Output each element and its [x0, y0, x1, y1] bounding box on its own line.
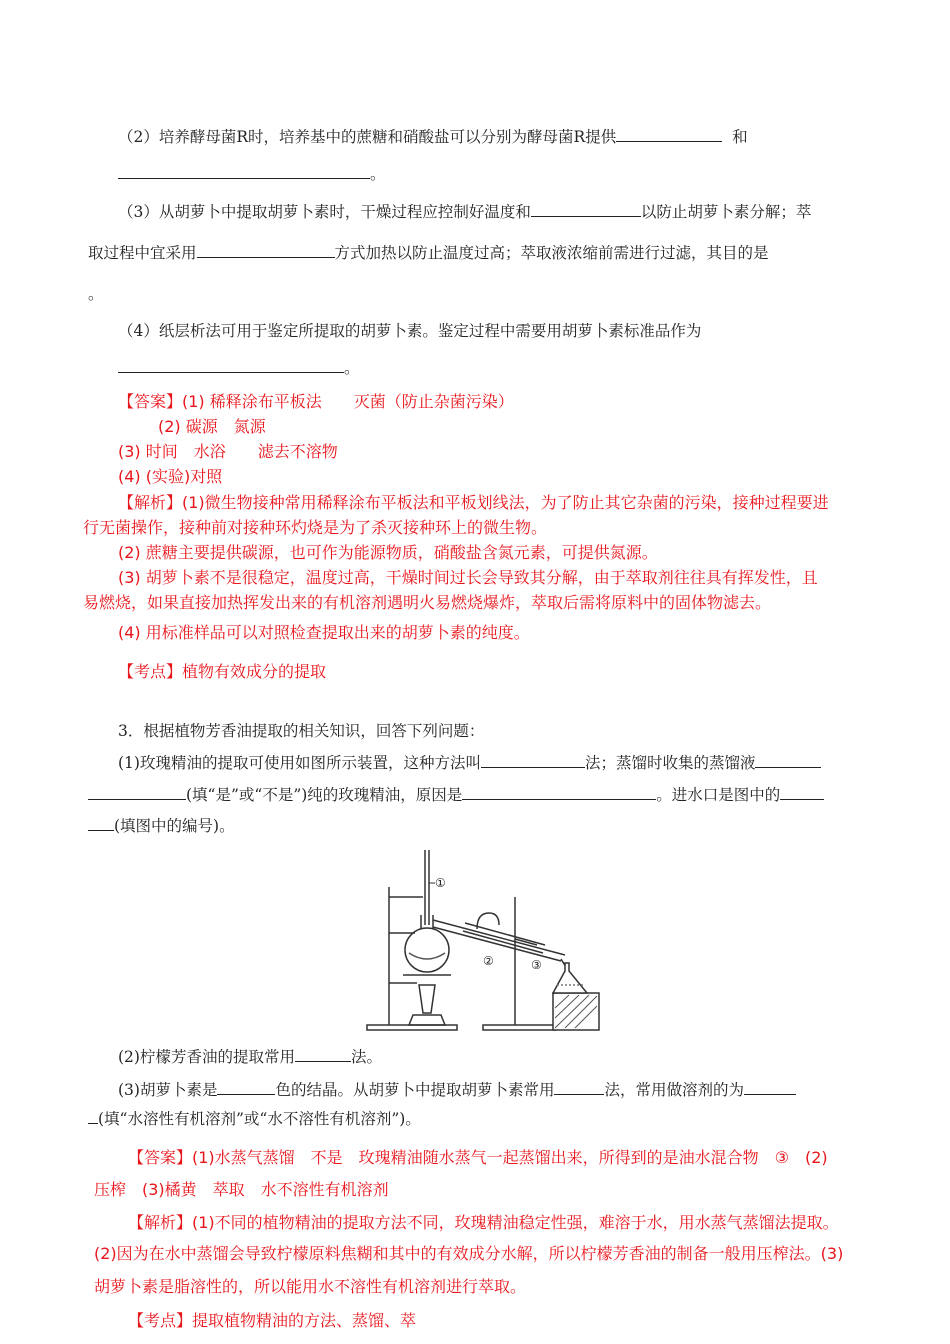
q3-part2: (2)柠檬芳香油的提取常用 法。 [118, 1048, 382, 1066]
q2-key-point: 【考点】植物有效成分的提取 [118, 662, 327, 681]
q3-analysis-line3: 胡萝卜素是脂溶性的，所以能用水不溶性有机溶剂进行萃取。 [94, 1277, 527, 1296]
answer-blank[interactable] [88, 1108, 98, 1124]
q2-analysis-line2: 行无菌操作，接种前对接种环灼烧是为了杀灭接种环上的微生物。 [83, 518, 548, 537]
answer-blank[interactable] [780, 784, 824, 800]
distillation-apparatus-figure [365, 845, 605, 1035]
q2-answer-line3: (3) 时间 水浴 滤去不溶物 [118, 442, 338, 461]
answer-blank[interactable] [118, 163, 370, 179]
answer-blank[interactable] [88, 815, 114, 831]
label-3: ③ [531, 958, 542, 972]
label-2: ② [483, 954, 494, 968]
answer-blank[interactable] [197, 242, 335, 258]
q3-answer-line2: 压榨 (3)橘黄 萃取 水不溶性有机溶剂 [94, 1180, 389, 1199]
q2-answer-line1: 【答案】(1) 稀释涂布平板法 灭菌（防止杂菌污染） [118, 392, 514, 411]
q3-part3-line2: (填“水溶性有机溶剂”或“水不溶性有机溶剂”)。 [88, 1108, 421, 1130]
q3-part3-line1: (3)胡萝卜素是 色的结晶。从胡萝卜中提取胡萝卜素常用 法，常用做溶剂的为 [118, 1079, 796, 1101]
q3-part1-line2: (填“是”或“不是”)纯的玫瑰精油，原因是 。进水口是图中的 [88, 784, 824, 806]
answer-blank[interactable] [554, 1079, 604, 1095]
answer-blank[interactable] [616, 126, 722, 142]
q2-part4-line1: （4）纸层析法可用于鉴定所提取的胡萝卜素。鉴定过程中需要用胡萝卜素标准品作为 [118, 322, 702, 340]
q2-part3-line3: 。 [88, 285, 104, 303]
q2-answer-line2: (2) 碳源 氮源 [158, 417, 266, 436]
q2-part3-line1: （3）从胡萝卜中提取胡萝卜素时，干燥过程应控制好温度和 以防止胡萝卜素分解；萃 [118, 203, 812, 221]
q3-key-point: 【考点】提取植物精油的方法、蒸馏、萃 [128, 1311, 417, 1330]
q3-answer-line1: 【答案】(1)水蒸气蒸馏 不是 玫瑰精油随水蒸气一起蒸馏出来，所得到的是油水混合物 ③ (2) [128, 1148, 828, 1167]
q2-analysis-line3: (2) 蔗糖主要提供碳源，也可作为能源物质，硝酸盐含氮元素，可提供氮源。 [118, 543, 658, 562]
answer-blank[interactable] [755, 752, 821, 768]
answer-blank[interactable] [744, 1079, 796, 1095]
answer-blank[interactable] [481, 752, 585, 768]
q2-part3-line2: 取过程中宜采用 方式加热以防止温度过高；萃取液浓缩前需进行过滤，其目的是 [88, 244, 769, 262]
q3-part1-line1: (1)玫瑰精油的提取可使用如图所示装置，这种方法叫 法；蒸馏时收集的蒸馏液 [118, 752, 821, 774]
label-1: ① [435, 876, 446, 890]
q2-analysis-line4: (3) 胡萝卜素不是很稳定，温度过高，干燥时间过长会导致其分解，由于萃取剂往往具有挥发性，且 [118, 568, 818, 587]
q2-part4-line2: 。 [118, 357, 360, 379]
q3-part1-line3: (填图中的编号)。 [88, 815, 235, 837]
answer-blank[interactable] [531, 201, 641, 217]
answer-blank[interactable] [462, 784, 656, 800]
q2-analysis-line5: 易燃烧，如果直接加热挥发出来的有机溶剂遇明火易燃烧爆炸，萃取后需将原料中的固体物滤去。 [83, 593, 772, 612]
q2-analysis-line6: (4) 用标准样品可以对照检查提取出来的胡萝卜素的纯度。 [118, 623, 530, 642]
q3-analysis-line1: 【解析】(1)不同的植物精油的提取方法不同，玫瑰精油稳定性强，难溶于水，用水蒸气蒸馏法提取。 [128, 1213, 839, 1232]
answer-blank[interactable] [217, 1079, 275, 1095]
answer-blank[interactable] [88, 784, 186, 800]
answer-blank[interactable] [118, 357, 344, 373]
q2-part2-line2: 。 [118, 163, 386, 185]
q2-part2-line1: （2）培养酵母菌R时，培养基中的蔗糖和硝酸盐可以分别为酵母菌R提供 和 [118, 128, 748, 146]
q2-analysis-line1: 【解析】(1)微生物接种常用稀释涂布平板法和平板划线法，为了防止其它杂菌的污染，接种过程要进 [118, 493, 829, 512]
answer-blank[interactable] [295, 1046, 351, 1062]
q3-stem: 3．根据植物芳香油提取的相关知识，回答下列问题： [118, 722, 485, 740]
q2-answer-line4: (4) (实验)对照 [118, 467, 223, 486]
q3-analysis-line2: (2)因为在水中蒸馏会导致柠檬原料焦糊和其中的有效成分水解，所以柠檬芳香油的制备一般用压榨法。(3) [94, 1244, 844, 1263]
